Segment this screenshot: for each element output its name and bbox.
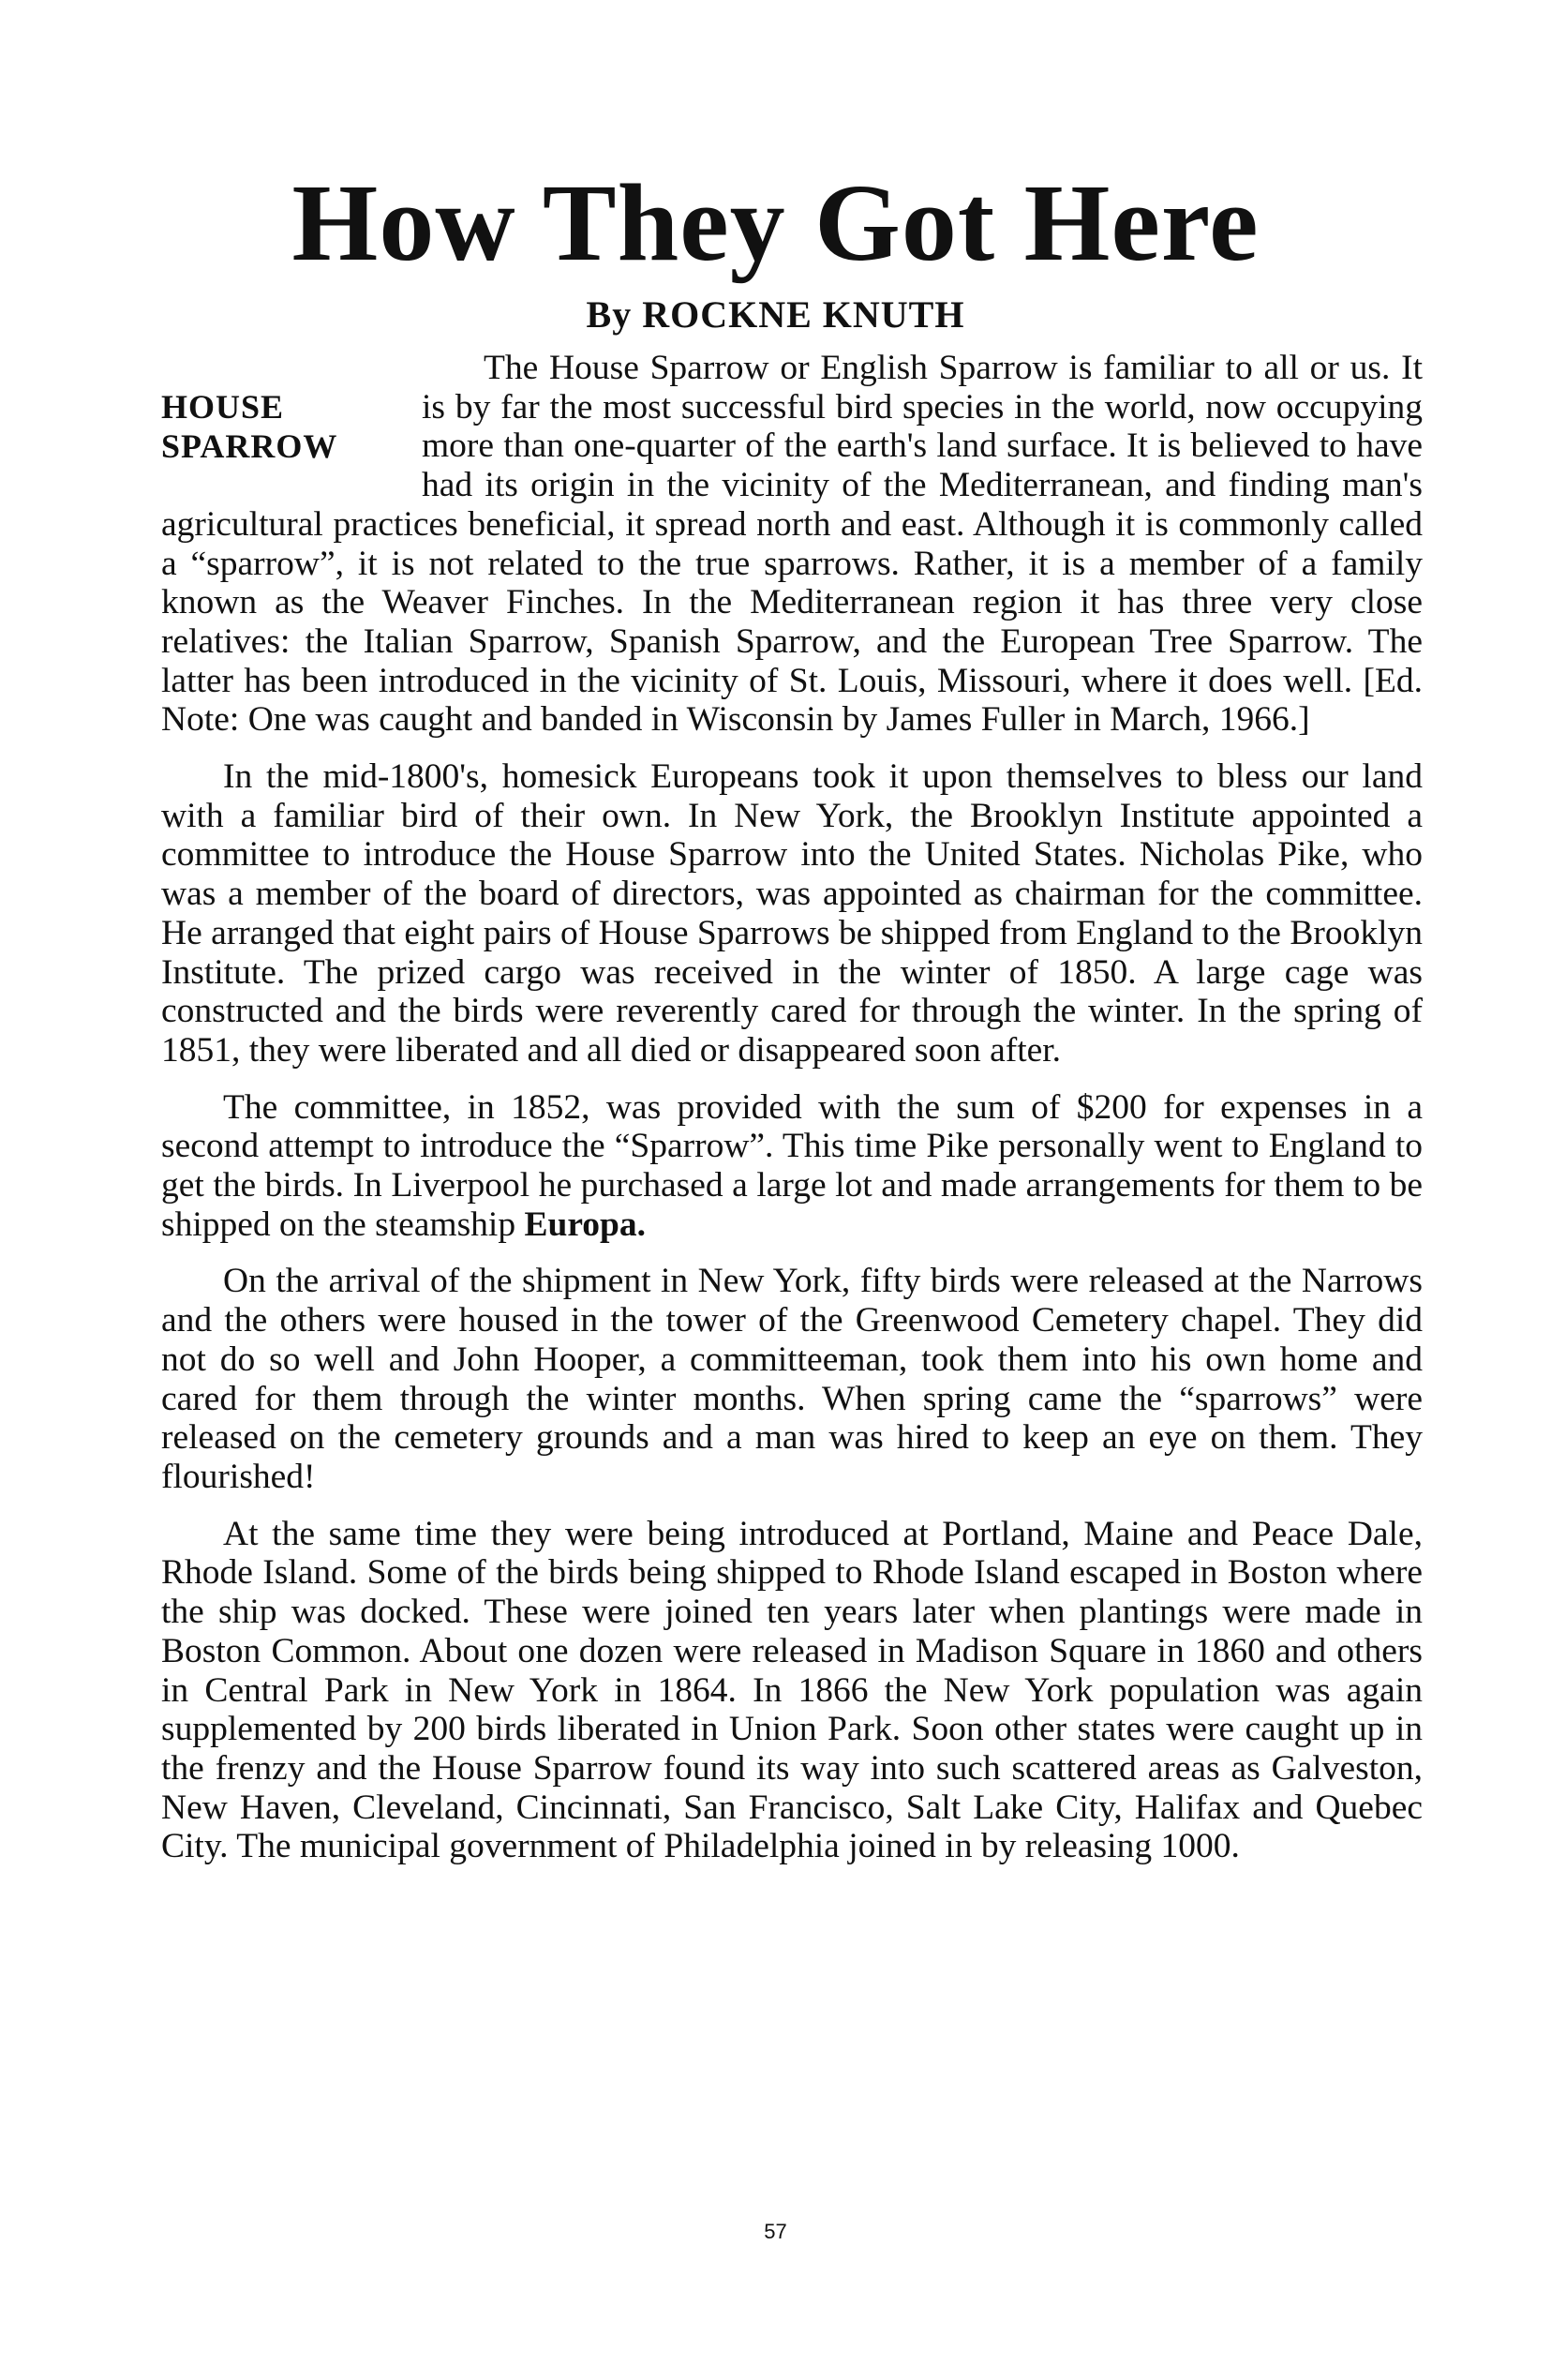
side-heading [161, 388, 414, 466]
ship-name: Europa. [524, 1205, 647, 1244]
author-byline: By ROCKNE KNUTH [586, 293, 965, 336]
side-heading-line-2: SPARROW [161, 427, 338, 465]
page-number: 57 [764, 2220, 787, 2243]
article-paragraph-5: At the same time they were being introduced at Portland, Maine and Peace Dale, Rhode Island. Some of the birds being shipped to Rhode Island escaped in Boston where the ship was docked. These were joined ten years later when plantings were made in Boston Common. About one dozen were released in Madison Square in 1860 and others in Central Park in New York in 1864. In 1866 the New York population was again supplemented by 200 birds liberated in Union Park. Soon other states were caught up in the frenzy and the House Sparrow found its way into such scattered areas as Galveston, New Haven, Cleveland, Cincinnati, San Francisco, Salt Lake City, Halifax and Quebec City. The municipal government of Philadelphia joined in by releasing 1000. [161, 1514, 1423, 1866]
article-title: How They Got Here [291, 161, 1260, 284]
paragraph-1-text: The House Sparrow or English Sparrow is familiar to all or us. It is by far the most successful bird species in the world, now occupying more than one-quarter of the earth's land surface. It is believed to have had its origin in the vicinity of the Mediterranean, and finding man's agricultural practices beneficial, it spread north and east. Although it is commonly called a “sparrow”, it is not related to the true sparrows. Rather, it is a member of a family known as the Weaver Finches. In the Mediterranean region it has three very close relatives: the Italian Sparrow, Spanish Sparrow, and the European Tree Sparrow. The latter has been introduced in the vicinity of St. Louis, Missouri, where it does well. [Ed. Note: One was caught and banded in Wisconsin by James Fuller in March, 1966.] [161, 349, 1423, 740]
side-heading-line-1: HOUSE [161, 388, 285, 426]
article-paragraph-4: On the arrival of the shipment in New York, fifty birds were released at the Narrows and the others were housed in the tower of the Greenwood Cemetery chapel. They did not do so well and John Hooper, a committeeman, took them into his own home and cared for them through the winter months. When spring came the “sparrows” were released on the cemetery grounds and a man was hired to keep an eye on them. They flourished! [161, 1262, 1423, 1496]
article-paragraph-3 [161, 1088, 1423, 1245]
article-paragraph-1 [161, 349, 1423, 740]
article-paragraph-2: In the mid-1800's, homesick Europeans took it upon themselves to bless our land with a familiar bird of their own. In New York, the Brooklyn Institute appointed a committee to introduce the House Sparrow into the United States. Nicholas Pike, who was a member of the board of directors, was appointed as chairman for the committee. He arranged that eight pairs of House Sparrows be shipped from England to the Brooklyn Institute. The prized cargo was received in the winter of 1850. A large cage was constructed and the birds were reverently cared for through the winter. In the spring of 1851, they were liberated and all died or disappeared soon after. [161, 757, 1423, 1070]
paragraph-3-text: The committee, in 1852, was provided with the sum of $200 for expenses in a second attempt to introduce the “Sparrow”. This time Pike personally went to England to get the birds. In Liverpool he purchased a large lot and made arrangements for them to be shipped on the steamship [161, 1087, 1423, 1244]
article-body [161, 349, 1423, 1866]
